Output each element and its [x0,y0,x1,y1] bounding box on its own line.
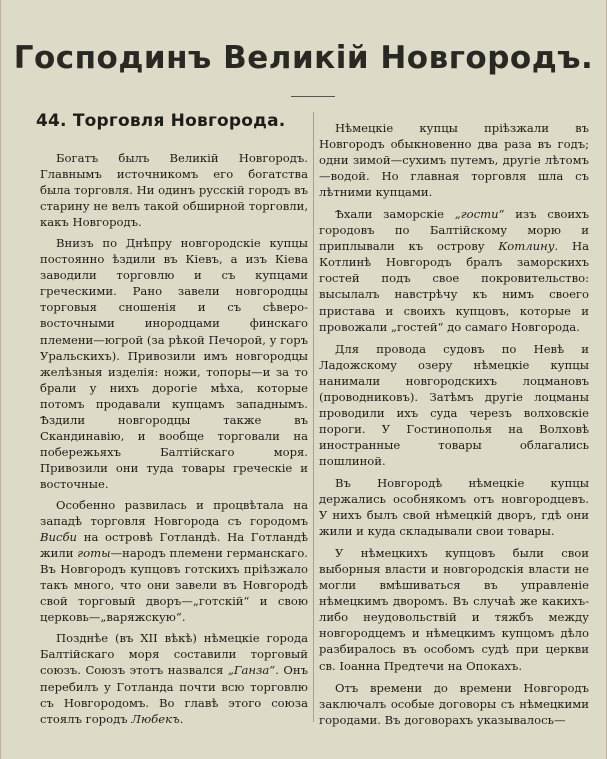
italic-term: „гости“ [454,207,505,222]
paragraph: Внизъ по Днѣпру новгородскіе купцы постоянно ѣздили въ Кіевъ, а изъ Кіева заводили торговлю и съ купцами греческими. Рано завели новгородцы торговыя сношенія и съ сѣверо-восточными инородцами финскаго племени—югрой (за рѣкой Печорой, у горъ Уральскихъ). Привозили имъ новгородцы желѣзныя изделія: ножи, топоры—и за то брали у нихъ дорогіе мѣха, которые потомъ продавали купцамъ западнымъ. Ѣздили новгородцы также въ Скандинавію, и вообще торговали на побережьяхъ Балтійскаго моря. Привозили они туда товары греческіе и восточные. [40,236,308,491]
paragraph [40,630,308,726]
paragraph: У нѣмецкихъ купцовъ были свои выборныя власти и новгородскія власти не могли вмѣшиваться въ управленіе нѣмецкимъ дворомъ. Въ случаѣ же какихъ-либо неудовольствій и тяжбъ между новгородцемъ и нѣмецкимъ купцомъ дѣло разбиралось въ особомъ судѣ при церкви св. Іоанна Предтечи на Опокахъ. [319,546,589,673]
text-run: на островѣ Готландѣ. На Готландѣ жили [40,530,308,561]
text-run: Позднѣе (въ XII вѣкѣ) нѣмецкіе города Балтійскаго моря составили торговый союзъ. Союзъ этотъ назвался [40,631,308,678]
text-run: . [179,711,184,726]
paragraph: Нѣмецкіе купцы пріѣзжали въ Новгородъ обыкновенно два раза въ годъ; одни зимой—сухимъ путемъ, другіе лѣтомъ—водой. Но главная торговля шла съ лѣтними купцами. [319,121,589,200]
paragraph: Въ Новгородѣ нѣмецкіе купцы держались особнякомъ отъ новгородцевъ. У нихъ былъ свой нѣмецкій дворъ, гдѣ они жили и куда складывали свои товары. [319,475,589,539]
text-run: изъ своихъ городовъ по Балтійскому морю и приплывали къ острову [319,207,589,254]
text-run: . На Котлинѣ Новгородъ бралъ заморскихъ гостей подъ свое покровительство: высылалъ навстрѣчу къ нимъ своего пристава и своихъ купцовъ, которые и провожали „гостей“ до самаго Новгорода. [319,239,589,334]
text-run: . Онъ перебилъ у Готланда почти всю торговлю съ Новгородомъ. Во главѣ этого союза стоялъ городъ [40,663,309,726]
italic-term: готы [77,546,111,561]
text-run: —народъ племени германскаго. Въ Новгородъ купцовъ готскихъ пріѣзжало такъ много, что они завели въ Новгородѣ свой торговый дворъ—„готскій“ и свою церковь—„варяжскую“. [40,546,308,625]
page-title: Господинъ Великій Новгородъ. [13,40,594,76]
right-column [319,120,589,734]
italic-term: Котлину [498,239,555,254]
title-rule [291,96,335,97]
paragraph: Для провода судовъ по Невѣ и Ладожскому озеру нѣмецкіе купцы нанимали новгородскихъ лоцмановъ (проводниковъ). Затѣмъ другіе лоцманы проводили ихъ суда черезъ волховскіе пороги. У Гостинополья на Волховѣ иностранные товары облагались пошлиной. [319,341,589,468]
italic-term: „Ганза“ [227,663,276,678]
paragraph [40,497,308,625]
paragraph: Богатъ былъ Великій Новгородъ. Главнымъ источникомъ его богатства была торговля. Ни одинъ русскій городъ въ старину не велъ такой обширной торговли, какъ Новгородъ. [40,151,308,230]
paragraph: Отъ времени до времени Новгородъ заключалъ особые договоры съ нѣмецкими городами. Въ договорахъ указывалось— [319,680,589,727]
text-run: Особенно развилась и процвѣтала на западѣ торговля Новгорода съ городомъ [40,497,308,529]
column-divider [313,112,314,722]
italic-term: Любекъ [131,711,180,726]
left-column [36,110,309,732]
section-title: 44. Торговля Новгорода. [36,111,286,131]
italic-term: Висби [40,530,78,545]
text-run: Ѣхали заморскіе [335,207,455,222]
paragraph [319,206,589,334]
